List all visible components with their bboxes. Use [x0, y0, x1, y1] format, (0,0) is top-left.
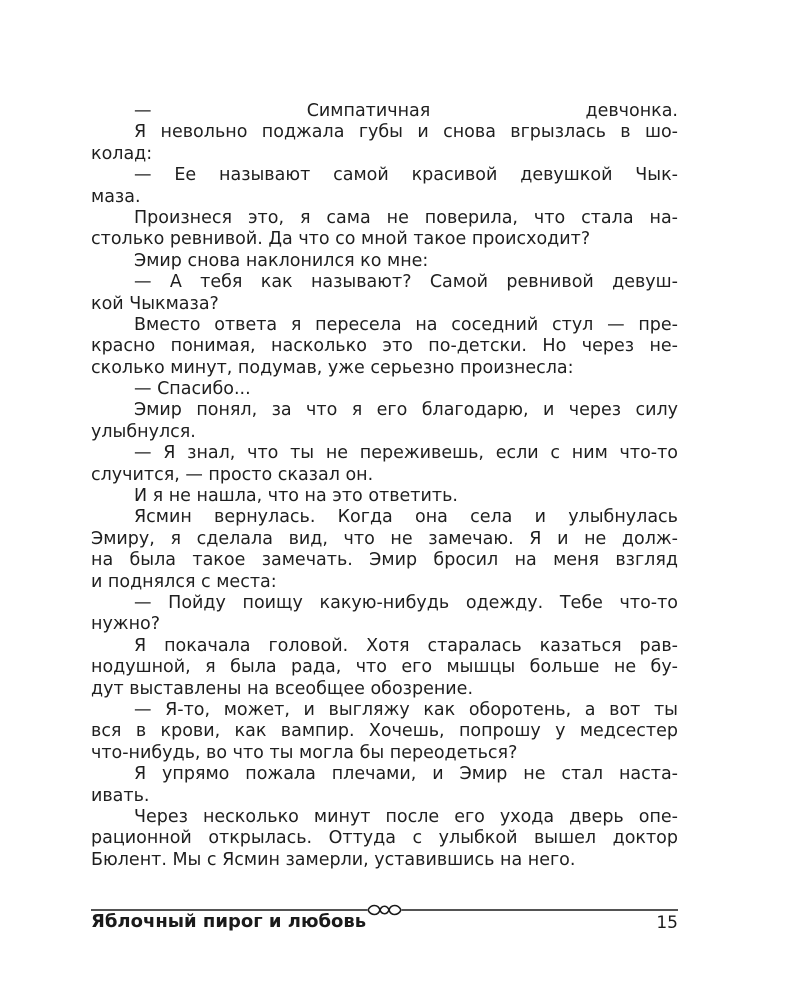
text-line: кой Чыкмаза? — [91, 293, 219, 314]
text-line: — Я-то, может, и выгляжу как оборотень, а вот ты — [134, 699, 678, 720]
text-line: маза. — [91, 186, 141, 207]
text-line: Эмиру, я сделала вид, что не замечаю. Я и не долж- — [91, 528, 678, 549]
text-line: что-нибудь, во что ты могла бы переодеться? — [91, 742, 518, 763]
text-line: И я не нашла, что на это ответить. — [134, 486, 458, 507]
text-line: Я невольно поджала губы и снова вгрызлась в шо- — [134, 122, 678, 143]
text-line: — Ее называют самой красивой девушкой Чык- — [134, 165, 678, 186]
text-line: и поднялся с места: — [91, 571, 277, 592]
text-line: Эмир понял, за что я его благодарю, и через силу — [134, 400, 678, 421]
text-line: колад: — [91, 143, 153, 164]
text-line: Я упрямо пожала плечами, и Эмир не стал наста- — [134, 764, 678, 785]
text-line: Бюлент. Мы с Ясмин замерли, уставившись на него. — [91, 849, 576, 870]
body-text — [91, 101, 678, 871]
text-line: нодушной, я была рада, что его мышцы больше не бу- — [91, 657, 678, 678]
text-line: рационной открылась. Оттуда с улыбкой вышел доктор — [91, 828, 678, 849]
text-line: сколько минут, подумав, уже серьезно произнесла: — [91, 357, 574, 378]
text-line: вся в крови, как вампир. Хочешь, попрошу у медсестер — [91, 721, 678, 742]
text-line: дут выставлены на всеобщее обозрение. — [91, 678, 474, 699]
text-line: красно понимая, насколько это по-детски. Но через не- — [91, 336, 678, 357]
text-line: столько ревнивой. Да что со мной такое происходит? — [91, 229, 591, 250]
text-line: — А тебя как называют? Самой ревнивой девуш- — [134, 272, 678, 293]
text-line: Через несколько минут после его ухода дверь опе- — [134, 806, 678, 827]
text-line: Произнеся это, я сама не поверила, что стала на- — [134, 207, 678, 228]
text-line: — Симпатичная девчонка. — [134, 101, 678, 121]
text-line: — Пойду поищу какую-нибудь одежду. Тебе что-то — [134, 592, 678, 613]
text-line: — Спасибо... — [134, 379, 251, 400]
text-line: ивать. — [91, 785, 150, 806]
text-line: нужно? — [91, 614, 161, 635]
text-line: Вместо ответа я пересела на соседний стул — пре- — [134, 314, 678, 335]
text-line: на была такое замечать. Эмир бросил на меня взгляд — [91, 550, 678, 571]
text-line: Я покачала головой. Хотя старалась казаться рав- — [134, 635, 678, 656]
text-line: — Я знал, что ты не переживешь, если с ним что-то — [134, 443, 678, 464]
text-line: улыбнулся. — [91, 421, 196, 442]
book-title: Яблочный пирог и любовь — [91, 911, 367, 932]
page-number: 15 — [656, 913, 678, 933]
text-line: Ясмин вернулась. Когда она села и улыбнулась — [134, 507, 678, 528]
text-line: Эмир снова наклонился ко мне: — [134, 250, 429, 271]
text-line: случится, — просто сказал он. — [91, 464, 374, 485]
